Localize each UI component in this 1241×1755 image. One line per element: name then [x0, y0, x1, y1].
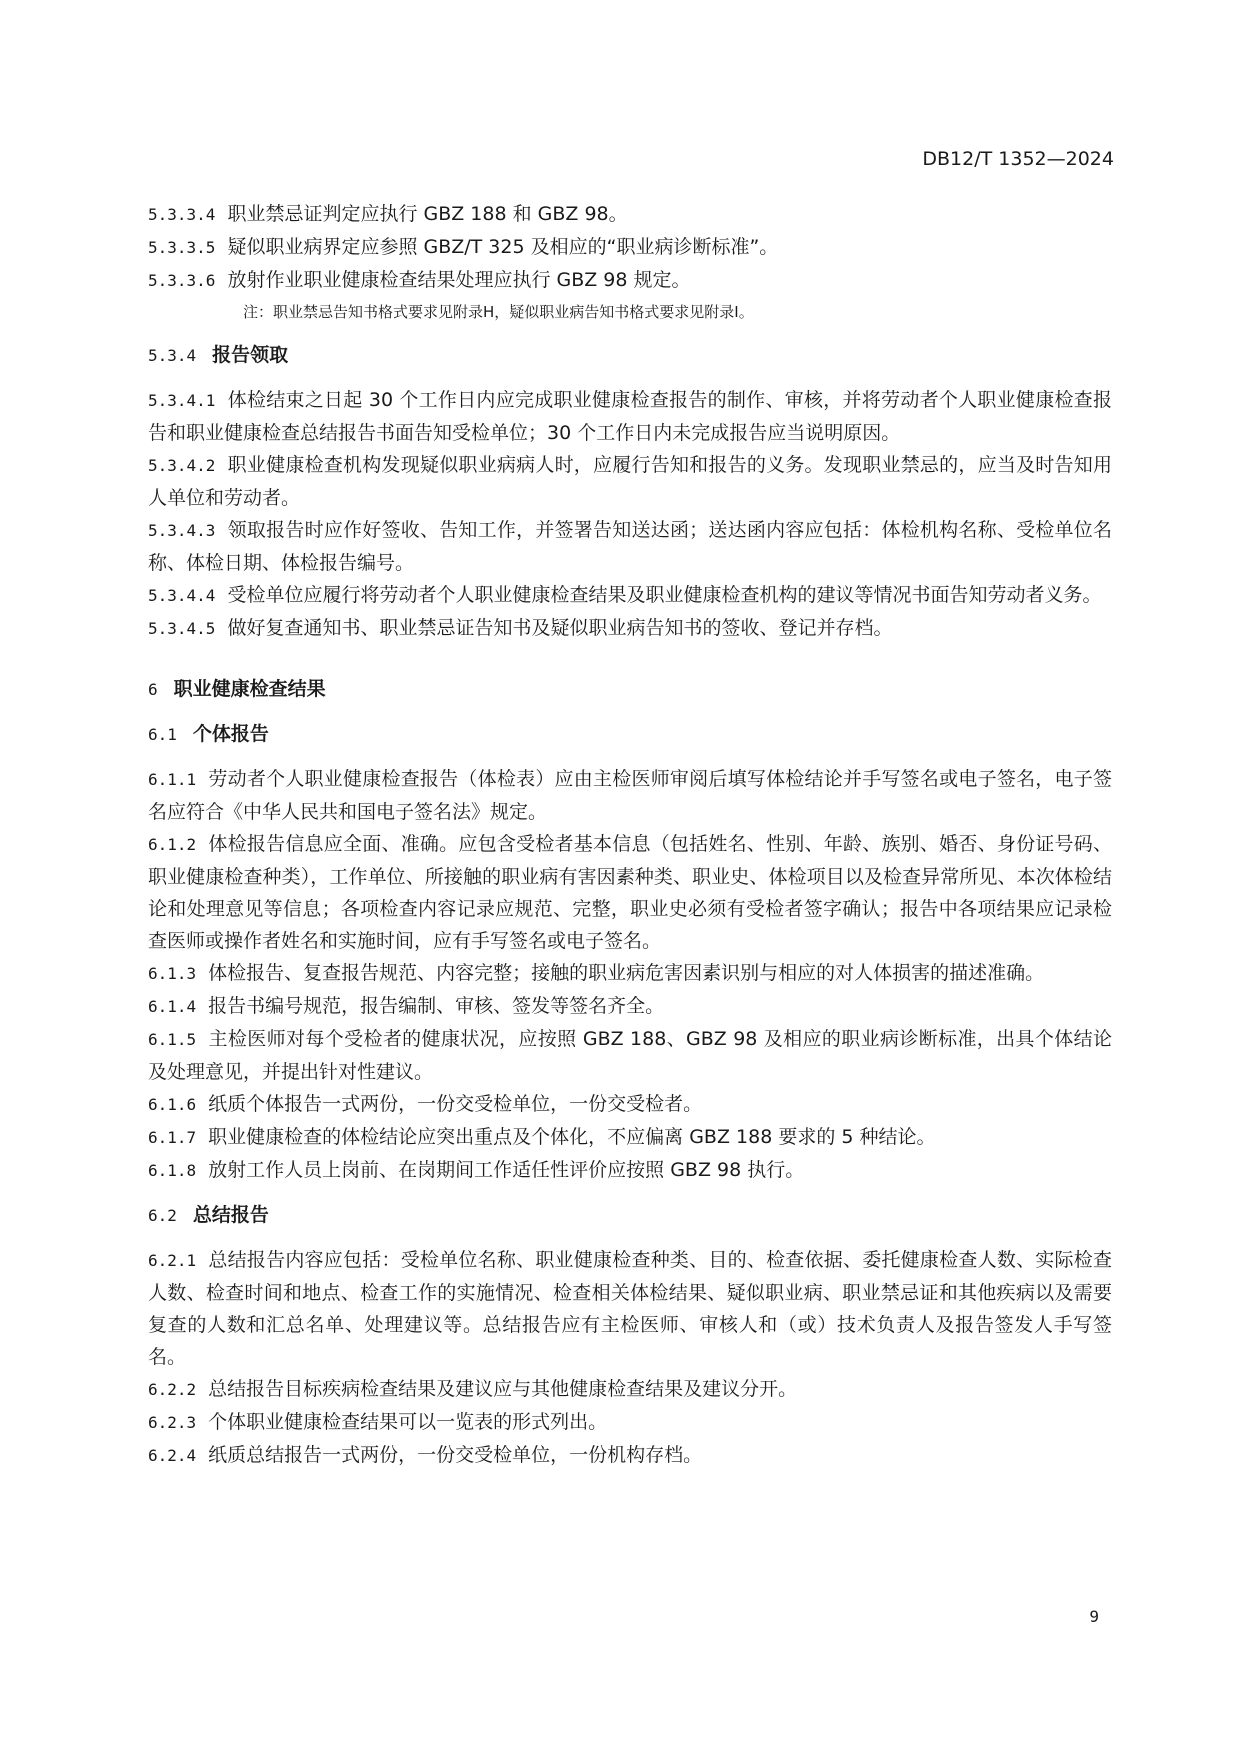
- clause-text: 疑似职业病界定应参照 GBZ/T 325 及相应的“职业病诊断标准”。: [227, 236, 779, 258]
- clause-paragraph: [148, 763, 1112, 828]
- note-text: 注：职业禁忌告知书格式要求见附录H，疑似职业病告知书格式要求见附录I。: [243, 303, 754, 321]
- clause-paragraph: [148, 579, 1112, 612]
- clause-paragraph: [148, 449, 1112, 514]
- clause-text: 报告领取: [212, 344, 289, 366]
- clause-text: 领取报告时应作好签收、告知工作，并签署告知送达函；送达函内容应包括：体检机构名称、受检单位名称、体检日期、体检报告编号。: [148, 519, 1112, 574]
- document-body: [148, 198, 1112, 1472]
- section-heading: [148, 339, 1112, 372]
- clause-paragraph: [148, 264, 1112, 297]
- clause-number: 6.1.4: [148, 997, 197, 1016]
- clause-text: 纸质总结报告一式两份，一份交受检单位，一份机构存档。: [208, 1444, 703, 1466]
- clause-number: 5.3.4.5: [148, 619, 216, 638]
- clause-number: 5.3.4.2: [148, 456, 216, 475]
- clause-number: 6.2.3: [148, 1413, 197, 1432]
- clause-paragraph: [148, 990, 1112, 1023]
- clause-number: 6.1.8: [148, 1161, 197, 1180]
- clause-number: 5.3.4.3: [148, 521, 216, 540]
- clause-text: 主检医师对每个受检者的健康状况，应按照 GBZ 188、GBZ 98 及相应的职业病诊断标准，出具个体结论及处理意见，并提出针对性建议。: [148, 1028, 1112, 1083]
- clause-number: 6.2: [148, 1206, 177, 1225]
- clause-number: 6.1: [148, 725, 177, 744]
- clause-text: 总结报告内容应包括：受检单位名称、职业健康检查种类、目的、检查依据、委托健康检查人数、实际检查人数、检查时间和地点、检查工作的实施情况、检查相关体检结果、疑似职业病、职业禁忌证和其他疾病以及需要复查的人数和汇总名单、处理建议等。总结报告应有主检医师、审核人和（或）技术负责人及报告签发人手写签名。: [148, 1249, 1112, 1368]
- clause-text: 总结报告: [192, 1204, 269, 1226]
- clause-number: 6.1.2: [148, 835, 197, 854]
- clause-text: 体检报告信息应全面、准确。应包含受检者基本信息（包括姓名、性别、年龄、族别、婚否、身份证号码、职业健康检查种类），工作单位、所接触的职业病有害因素种类、职业史、体检项目以及检查异常所见、本次体检结论和处理意见等信息；各项检查内容记录应规范、完整，职业史必须有受检者签字确认；报告中各项结果应记录检查医师或操作者姓名和实施时间，应有手写签名或电子签名。: [148, 833, 1112, 952]
- clause-paragraph: [148, 231, 1112, 264]
- clause-text: 受检单位应履行将劳动者个人职业健康检查结果及职业健康检查机构的建议等情况书面告知劳动者义务。: [227, 584, 1102, 606]
- clause-number: 5.3.4: [148, 346, 197, 365]
- clause-number: 6.2.4: [148, 1446, 197, 1465]
- clause-number: 6: [148, 680, 158, 699]
- clause-paragraph: [148, 198, 1112, 231]
- clause-number: 5.3.3.4: [148, 205, 216, 224]
- clause-paragraph: [148, 957, 1112, 990]
- clause-number: 5.3.4.4: [148, 586, 216, 605]
- clause-text: 纸质个体报告一式两份，一份交受检单位，一份交受检者。: [208, 1093, 703, 1115]
- clause-text: 放射作业职业健康检查结果处理应执行 GBZ 98 规定。: [227, 269, 691, 291]
- document-code-header: DB12/T 1352—2024: [922, 148, 1114, 170]
- clause-number: 5.3.4.1: [148, 391, 216, 410]
- clause-paragraph: [148, 828, 1112, 957]
- clause-paragraph: [148, 384, 1112, 449]
- clause-paragraph: [148, 1121, 1112, 1154]
- clause-text: 职业禁忌证判定应执行 GBZ 188 和 GBZ 98。: [227, 203, 628, 225]
- clause-number: 6.1.1: [148, 770, 197, 789]
- clause-text: 职业健康检查机构发现疑似职业病病人时，应履行告知和报告的义务。发现职业禁忌的，应当及时告知用人单位和劳动者。: [148, 454, 1112, 509]
- clause-paragraph: [148, 1023, 1112, 1088]
- clause-text: 个体报告: [192, 723, 269, 745]
- clause-number: 6.1.6: [148, 1095, 197, 1114]
- clause-text: 做好复查通知书、职业禁忌证告知书及疑似职业病告知书的签收、登记并存档。: [227, 617, 893, 639]
- clause-number: 5.3.3.5: [148, 238, 216, 257]
- section-heading: [148, 1199, 1112, 1232]
- clause-text: 职业健康检查结果: [173, 678, 326, 700]
- clause-text: 劳动者个人职业健康检查报告（体检表）应由主检医师审阅后填写体检结论并手写签名或电子签名，电子签名应符合《中华人民共和国电子签名法》规定。: [148, 768, 1112, 823]
- clause-paragraph: [148, 1154, 1112, 1187]
- clause-paragraph: [148, 1406, 1112, 1439]
- clause-number: 6.2.1: [148, 1251, 197, 1270]
- clause-paragraph: [148, 514, 1112, 579]
- clause-number: 6.2.2: [148, 1380, 197, 1399]
- clause-number: 6.1.3: [148, 964, 197, 983]
- clause-number: 5.3.3.6: [148, 271, 216, 290]
- clause-paragraph: [148, 1373, 1112, 1406]
- clause-number: 6.1.7: [148, 1128, 197, 1147]
- section-heading: [148, 718, 1112, 751]
- clause-number: 6.1.5: [148, 1030, 197, 1049]
- clause-paragraph: [148, 1244, 1112, 1373]
- clause-text: 体检结束之日起 30 个工作日内应完成职业健康检查报告的制作、审核，并将劳动者个人职业健康检查报告和职业健康检查总结报告书面告知受检单位；30 个工作日内未完成报告应当说明原因。: [148, 389, 1112, 444]
- clause-text: 个体职业健康检查结果可以一览表的形式列出。: [208, 1411, 608, 1433]
- clause-text: 总结报告目标疾病检查结果及建议应与其他健康检查结果及建议分开。: [208, 1378, 798, 1400]
- clause-paragraph: [148, 612, 1112, 645]
- clause-text: 报告书编号规范，报告编制、审核、签发等签名齐全。: [208, 995, 665, 1017]
- clause-text: 体检报告、复查报告规范、内容完整；接触的职业病危害因素识别与相应的对人体损害的描述准确。: [208, 962, 1045, 984]
- chapter-heading: [148, 673, 1112, 706]
- clause-paragraph: [148, 1439, 1112, 1472]
- clause-text: 职业健康检查的体检结论应突出重点及个体化，不应偏离 GBZ 188 要求的 5 种结论。: [208, 1126, 936, 1148]
- page-number: 9: [1089, 1607, 1099, 1626]
- clause-paragraph: [148, 1088, 1112, 1121]
- clause-text: 放射工作人员上岗前、在岗期间工作适任性评价应按照 GBZ 98 执行。: [208, 1159, 805, 1181]
